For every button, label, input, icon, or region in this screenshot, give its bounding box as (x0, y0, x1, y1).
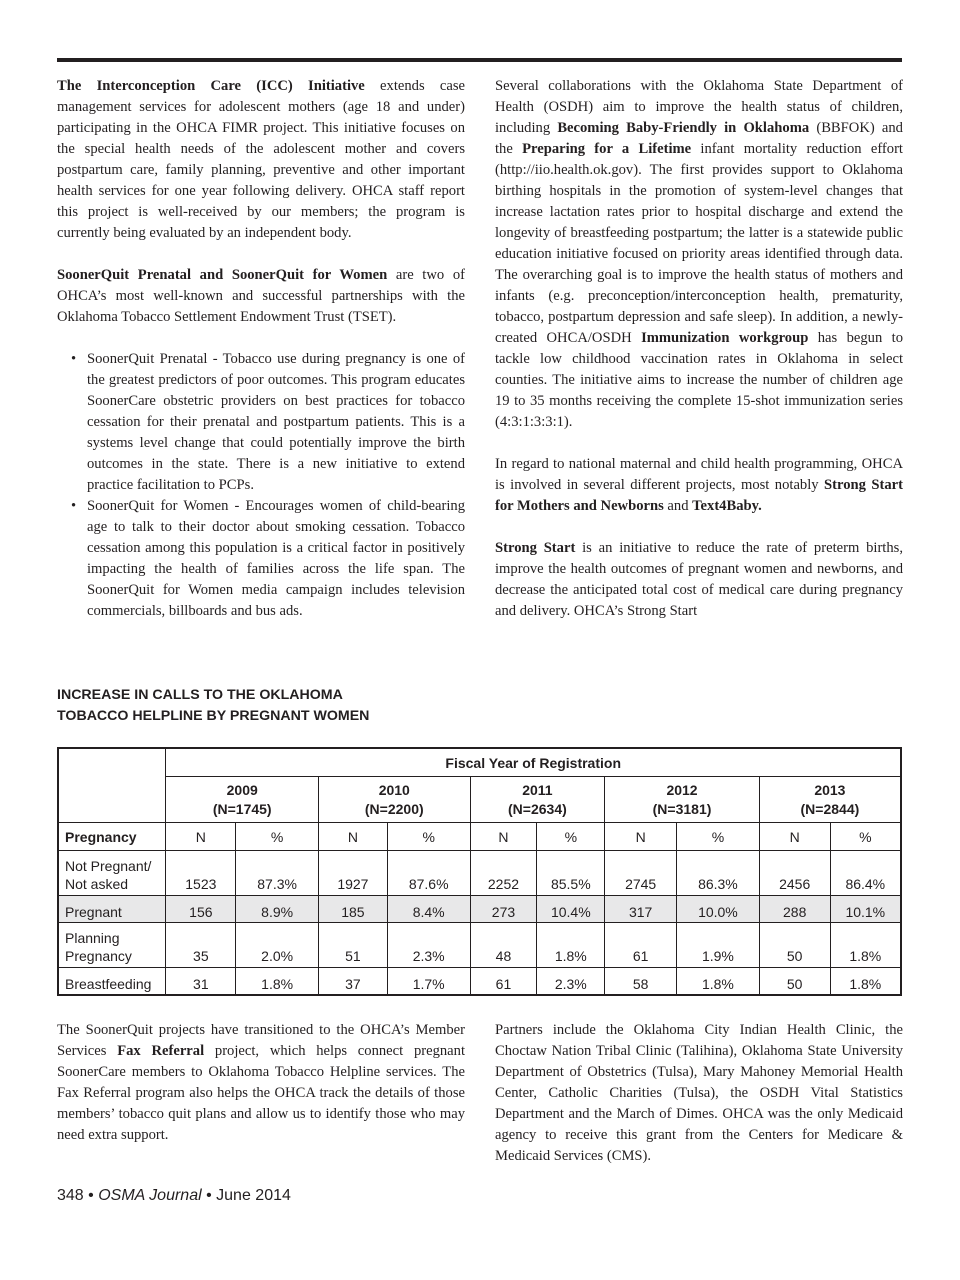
osdh-text-4: has begun to tackle low childhood vaccination rates in Oklahoma in select counties. The initiative aims to increase the number of children age 19 to 35 months receiving the complete 15-shot immunization series (4:3:1:3:3:1). (495, 330, 903, 430)
row-label-line-2: Not asked (65, 876, 129, 892)
year-header (319, 777, 471, 823)
year-label: 2012 (666, 781, 698, 798)
strong-start-lead: Strong Start (495, 540, 576, 556)
table-cell: 2252 (470, 851, 537, 896)
table-cell: 87.3% (236, 851, 319, 896)
helpline-table (57, 747, 902, 996)
table-row (58, 851, 901, 896)
partners-paragraph: Partners include the Oklahoma City Indian Health Clinic, the Choctaw Nation Tribal Clinic (Talihina), Oklahoma State University Department of Obstetrics (Tulsa), Mary Mahoney Memorial Health Center, Catholic Charities (Tulsa), the OSDH Vital Statistics Department and the March of Dimes. OHCA was the only Medicaid agency to receive this grant from the Centers for Medicare & Medicaid Services (CMS). (495, 1022, 903, 1164)
row-label-line-2: Pregnancy (65, 948, 132, 964)
icc-text: extends case management services for adolescent mothers (age 18 and under) participating in the OHCA FIMR project. This initiative focuses on the special health needs of the adolescent mother and covers postpartum care, family planning, preventive and other important health services for one year following delivery. OHCA staff report this project is well-received by our members; the program is currently being evaluated by an independent body. (57, 78, 465, 241)
strong-start-text: is an initiative to reduce the rate of preterm births, improve the health outcomes of pregnant women and newborns, and decrease the anticipated total cost of medical care during pregnancy and delivery. OHCA’s Strong Start (495, 540, 903, 619)
national-text-2: and (663, 498, 693, 514)
page-footer (57, 1187, 291, 1205)
table-cell: 87.6% (387, 851, 470, 896)
fax-referral-paragraph (57, 1020, 465, 1146)
table-row (58, 923, 901, 968)
table-cell: 86.3% (677, 851, 760, 896)
table-cell: 2.3% (387, 923, 470, 968)
n-header: N (470, 823, 537, 851)
list-item (57, 349, 465, 496)
year-label: 2010 (378, 781, 410, 798)
year-n: (N=3181) (652, 800, 712, 817)
osdh-text-2: (BBFOK) and the (495, 120, 903, 157)
issue-date: June 2014 (216, 1187, 291, 1204)
table-row (58, 896, 901, 923)
table-cell: 185 (319, 896, 388, 923)
table-cell: 85.5% (537, 851, 605, 896)
row-label-line-1: Not Pregnant/ (65, 858, 152, 874)
left-column-top (57, 76, 465, 622)
strong-start-term: Strong Start for Mothers and Newborns (495, 477, 903, 514)
fax-text-1: The SoonerQuit projects have transitioned to the OHCA’s Member Services (57, 1022, 465, 1059)
fax-text-2: project, which helps connect pregnant SoonerCare members to Oklahoma Tobacco Helpline services. The Fax Referral program also helps the OHCA track the details of those members’ tobacco quit plans and allow us to identify those who may need extra support. (57, 1043, 465, 1143)
table-cell: 58 (605, 968, 677, 996)
row-label (58, 923, 166, 968)
osdh-paragraph (495, 76, 903, 433)
table-cell: 86.4% (830, 851, 901, 896)
year-header (470, 777, 605, 823)
table-row (58, 968, 901, 996)
bbfok-term: Becoming Baby-Friendly in Oklahoma (557, 120, 810, 136)
bullet-text: SoonerQuit for Women - Encourages women of child-bearing age to talk to their doctor about smoking cessation. Tobacco cessation among this population is a critical factor in positively impacting the health of families across the life span. The SoonerQuit for Women media campaign includes television commercials, billboards and bus ads. (87, 498, 465, 619)
year-n: (N=2200) (364, 800, 424, 817)
table-corner-cell (58, 748, 166, 823)
n-header: N (319, 823, 388, 851)
table-cell: 2.3% (537, 968, 605, 996)
year-n: (N=2844) (800, 800, 860, 817)
footer-separator: • (201, 1187, 217, 1204)
year-label: 2011 (522, 781, 553, 798)
year-n: (N=2634) (508, 800, 567, 817)
text4baby-term: Text4Baby. (692, 498, 762, 514)
national-paragraph (495, 454, 903, 517)
immunization-term: Immunization workgroup (641, 330, 809, 346)
list-item (57, 496, 465, 622)
fiscal-year-header: Fiscal Year of Registration (166, 748, 901, 777)
table-cell: 10.0% (677, 896, 760, 923)
table-cell: 1.8% (830, 923, 901, 968)
year-header (605, 777, 760, 823)
table-cell: 2.0% (236, 923, 319, 968)
fax-referral-term: Fax Referral (117, 1043, 205, 1059)
preparing-lifetime-term: Preparing for a Lifetime (522, 141, 692, 157)
table-title-line-1: INCREASE IN CALLS TO THE OKLAHOMA (57, 687, 343, 703)
table-cell: 1927 (319, 851, 388, 896)
table-cell: 8.9% (236, 896, 319, 923)
year-label: 2009 (226, 781, 258, 798)
table-cell: 50 (759, 968, 830, 996)
pct-header: % (236, 823, 319, 851)
bullet-text: SoonerQuit Prenatal - Tobacco use during pregnancy is one of the greatest predictors of poor outcomes. This program educates SoonerCare obstetric providers on best practices for tobacco cessation for their prenatal and postpartum patients. This is a systems level change that could potentially improve the birth outcomes in the state. There is a new initiative to extend practice facilitation to PCPs. (87, 351, 465, 493)
n-header: N (166, 823, 236, 851)
pregnancy-header: Pregnancy (58, 823, 166, 851)
table-title-line-2: TOBACCO HELPLINE BY PREGNANT WOMEN (57, 708, 370, 724)
table-cell: 2456 (759, 851, 830, 896)
n-header: N (759, 823, 830, 851)
soonerquit-bullet-list (57, 349, 465, 622)
right-column-top (495, 76, 903, 622)
footer-separator: • (83, 1187, 99, 1204)
table-cell: 51 (319, 923, 388, 968)
table-cell: 2745 (605, 851, 677, 896)
table-cell: 10.4% (537, 896, 605, 923)
table-cell: 1.9% (677, 923, 760, 968)
year-header (759, 777, 901, 823)
table-cell: 1.7% (387, 968, 470, 996)
table-cell: 1.8% (830, 968, 901, 996)
table-cell: 61 (605, 923, 677, 968)
table-title (57, 685, 369, 727)
bullet-marker: • (71, 351, 77, 367)
table-cell: 37 (319, 968, 388, 996)
strong-start-paragraph (495, 538, 903, 622)
row-label: Pregnant (58, 896, 166, 923)
table-cell: 288 (759, 896, 830, 923)
table-cell: 48 (470, 923, 537, 968)
row-label: Breastfeeding (58, 968, 166, 996)
pct-header: % (387, 823, 470, 851)
icc-lead: The Interconception Care (ICC) Initiative (57, 78, 365, 94)
table-cell: 273 (470, 896, 537, 923)
table-cell: 31 (166, 968, 236, 996)
soonerquit-text: are two of OHCA’s most well-known and successful partnerships with the Oklahoma Tobacco Settlement Endowment Trust (TSET). (57, 267, 465, 325)
pct-header: % (537, 823, 605, 851)
right-column-bottom (495, 1020, 903, 1167)
table-cell: 35 (166, 923, 236, 968)
year-n: (N=1745) (212, 800, 272, 817)
soonerquit-lead: SoonerQuit Prenatal and SoonerQuit for Women (57, 267, 388, 283)
national-text-1: In regard to national maternal and child health programming, OHCA is involved in several different projects, most notably (495, 456, 903, 493)
bullet-marker: • (71, 498, 77, 514)
journal-name: OSMA Journal (98, 1187, 202, 1204)
row-label (58, 851, 166, 896)
top-rule (57, 58, 902, 62)
soonerquit-paragraph (57, 265, 465, 328)
table-cell: 317 (605, 896, 677, 923)
table-cell: 10.1% (830, 896, 901, 923)
year-header (166, 777, 319, 823)
year-label: 2013 (814, 781, 846, 798)
icc-paragraph (57, 76, 465, 244)
table-cell: 156 (166, 896, 236, 923)
table-cell: 1.8% (236, 968, 319, 996)
page-number: 348 (57, 1187, 84, 1204)
osdh-text-1: Several collaborations with the Oklahoma State Department of Health (OSDH) aim to improve the health status of children, including (495, 78, 903, 136)
table-cell: 61 (470, 968, 537, 996)
table-column-header-row (58, 823, 901, 851)
osdh-text-3: infant mortality reduction effort (http://iio.health.ok.gov). The first provides support to Oklahoma birthing hospitals in the promotion of system-level changes that increase lactation rates prior to hospital discharge and extend the longevity of breastfeeding postpartum; the latter is a statewide public education initiative focused on priority areas identified through data. The overarching goal is to improve the health status of mothers and infants (e.g. preconception/interconception health, prematurity, tobacco, postpartum depression and safe sleep). In addition, a newly-created OHCA/OSDH (495, 141, 903, 346)
pct-header: % (830, 823, 901, 851)
table-cell: 1523 (166, 851, 236, 896)
table-cell: 1.8% (537, 923, 605, 968)
pct-header: % (677, 823, 760, 851)
table-cell: 8.4% (387, 896, 470, 923)
table-cell: 1.8% (677, 968, 760, 996)
row-label-line-1: Planning (65, 930, 120, 946)
table-cell: 50 (759, 923, 830, 968)
n-header: N (605, 823, 677, 851)
left-column-bottom (57, 1020, 465, 1146)
